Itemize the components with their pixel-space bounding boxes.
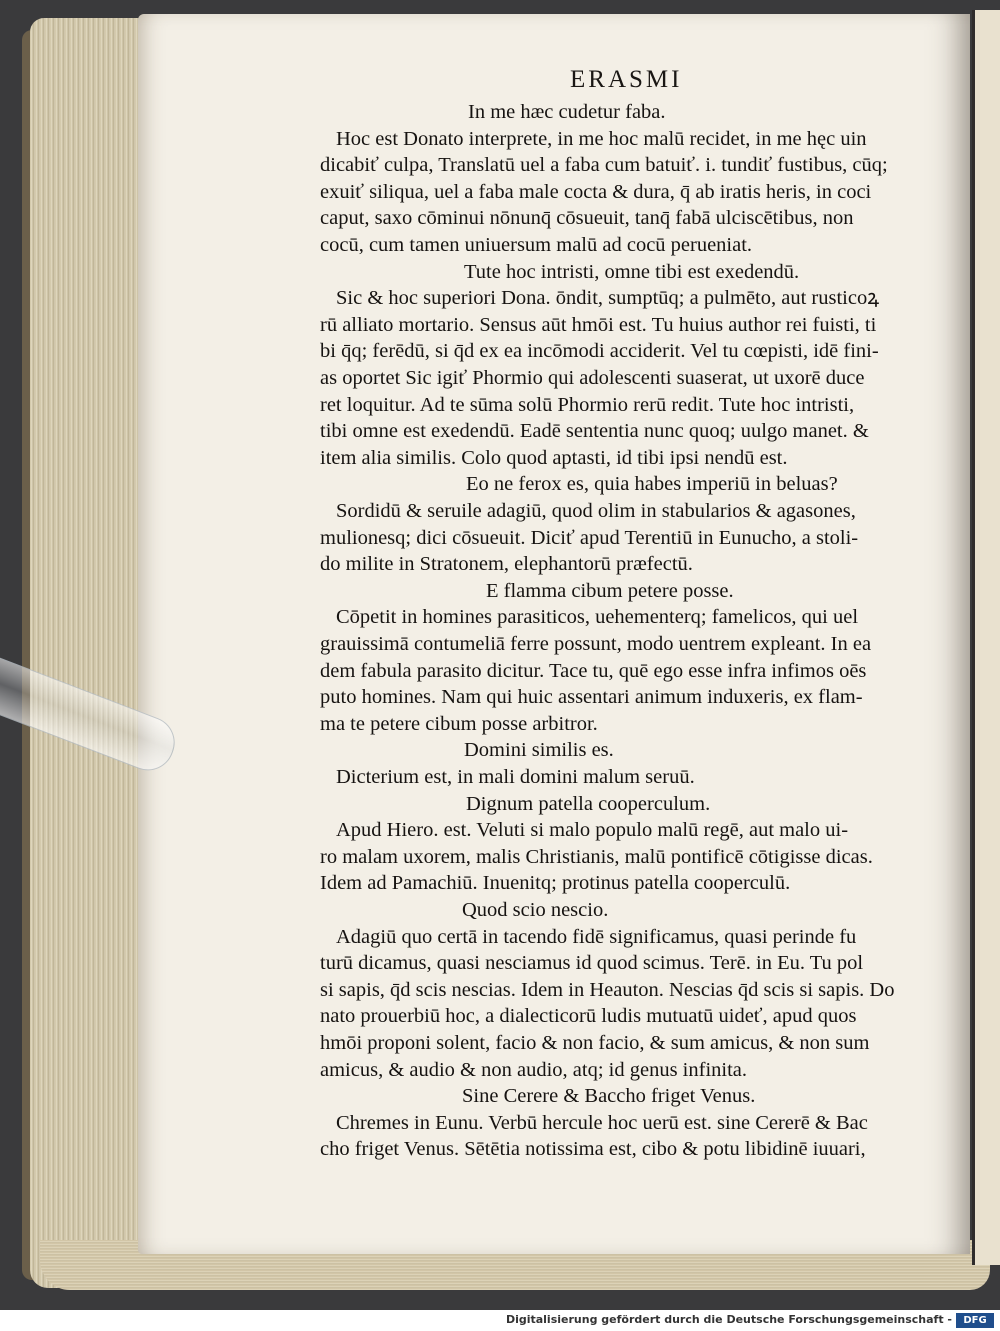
text-line: rū alliato mortario. Sensus aūt hmōi est. Tu huius author rei fuisti, ti	[320, 313, 877, 336]
text-line: Dignum patella cooperculum.	[466, 792, 711, 815]
text-line: Apud Hiero. est. Veluti si malo populo malū regē, aut malo ui-	[336, 819, 849, 842]
text-line: Eo ne ferox es, quia habes imperiū in beluas?	[466, 473, 838, 496]
text-line: do milite in Stratonem, elephantorū præfectū.	[320, 553, 693, 576]
text-line: Dicterium est, in mali domini malum seruū.	[336, 766, 695, 788]
text-line: Sine Cerere & Baccho friget Venus.	[462, 1085, 756, 1108]
book-fore-edge	[30, 18, 150, 1288]
text-line: bi q̄q; ferēdū, si q̄d ex ea incōmodi acciderit. Vel tu cœpisti, idē fini-	[320, 340, 879, 363]
text-line: cho friget Venus. Sētētia notissima est, cibo & potu libidinē iuuari,	[320, 1138, 866, 1161]
text-line: E flamma cibum petere posse.	[486, 579, 734, 602]
text-line: Adagiū quo certā in tacendo fidē significamus, quasi perinde fu	[336, 925, 857, 948]
text-line: Cōpetit in homines parasiticos, uehementerq; famelicos, qui uel	[336, 606, 859, 629]
text-line: Domini similis es.	[464, 739, 614, 762]
text-line: Tute hoc intristi, omne tibi est exedendū.	[464, 260, 800, 283]
text-line: Hoc est Donato interprete, in me hoc malū recidet, in me hęc uin	[336, 127, 867, 150]
text-line: si sapis, q̄d scis nescias. Idem in Heauton. Nescias q̄d scis si sapis. Do	[320, 978, 895, 1001]
footer-bar	[0, 1310, 1000, 1331]
text-line: tibi omne est exedendū. Eadē sententia nunc quoq; uulgo manet. &	[320, 420, 869, 443]
text-line: nato prouerbiū hoc, a dialecticorū ludis mutuatū uideť, apud quos	[320, 1005, 857, 1028]
facing-page	[972, 10, 1000, 1265]
dfg-logo: DFG	[956, 1313, 994, 1328]
text-line: puto homines. Nam qui huic assentari animum induxeris, ex flam-	[320, 686, 863, 709]
text-line: cocū, cum tamen uniuersum malū ad cocū perueniat.	[320, 234, 753, 256]
text-line: grauissimā contumeliā ferre possunt, modo uentrem expleant. In ea	[320, 633, 872, 655]
text-line: Sic & hoc superiori Dona. ōndit, sumptūq; a pulmēto, aut rusticoꝝ	[336, 287, 880, 310]
text-line: turū dicamus, quasi nesciamus id quod scimus. Terē. in Eu. Tu pol	[320, 952, 864, 975]
text-line: ro malam uxorem, malis Christianis, malū pontificē cōtigisse dicas.	[320, 845, 873, 868]
text-line: ma te petere cibum posse arbitror.	[320, 712, 598, 735]
text-line: exuiť siliqua, uel a faba male cocta & dura, q̄ ab iratis heris, in coci	[320, 180, 872, 203]
text-line: Idem ad Pamachiū. Inuenitq; protinus patella cooperculū.	[320, 872, 791, 895]
text-line: item alia similis. Colo quod aptasti, id tibi ipsi nendū est.	[320, 446, 788, 469]
text-line: ret loquitur. Ad te sūma solū Phormio rerū redit. Tute hoc intristi,	[320, 393, 855, 416]
text-line: hmōi proponi solent, facio & non facio, & sum amicus, & non sum	[320, 1032, 870, 1054]
text-line: as oportet Sic igiť Phormio qui adolescenti suaserat, ut uxorē duce	[320, 367, 865, 389]
text-line: dicabiť culpa, Translatū uel a faba cum batuiť. i. tundiť fustibus, cūq;	[320, 154, 888, 177]
text-line: mulionesq; dici cōsueuit. Diciť apud Terentiū in Eunucho, a stoli-	[320, 526, 859, 549]
text-line: Sordidū & seruile adagiū, quod olim in stabularios & agasones,	[336, 500, 856, 522]
text-line: Quod scio nescio.	[462, 899, 609, 921]
text-line: caput, saxo cōminui nōnunq̄ cōsueuit, tanq̄ fabā ulciscētibus, non	[320, 207, 854, 230]
text-line: In me hæc cudetur faba.	[468, 101, 666, 123]
text-line: Chremes in Eunu. Verbū hercule hoc uerū est. sine Cererē & Bac	[336, 1111, 868, 1134]
text-line: dem fabula parasito dicitur. Tace tu, quē ego esse infra infimos oēs	[320, 659, 867, 682]
running-head: ERASMI	[570, 66, 683, 93]
text-line: amicus, & audio & non audio, atq; id genus infinita.	[320, 1058, 748, 1081]
footer-credit: Digitalisierung gefördert durch die Deutsche Forschungsgemeinschaft -	[505, 1313, 952, 1326]
